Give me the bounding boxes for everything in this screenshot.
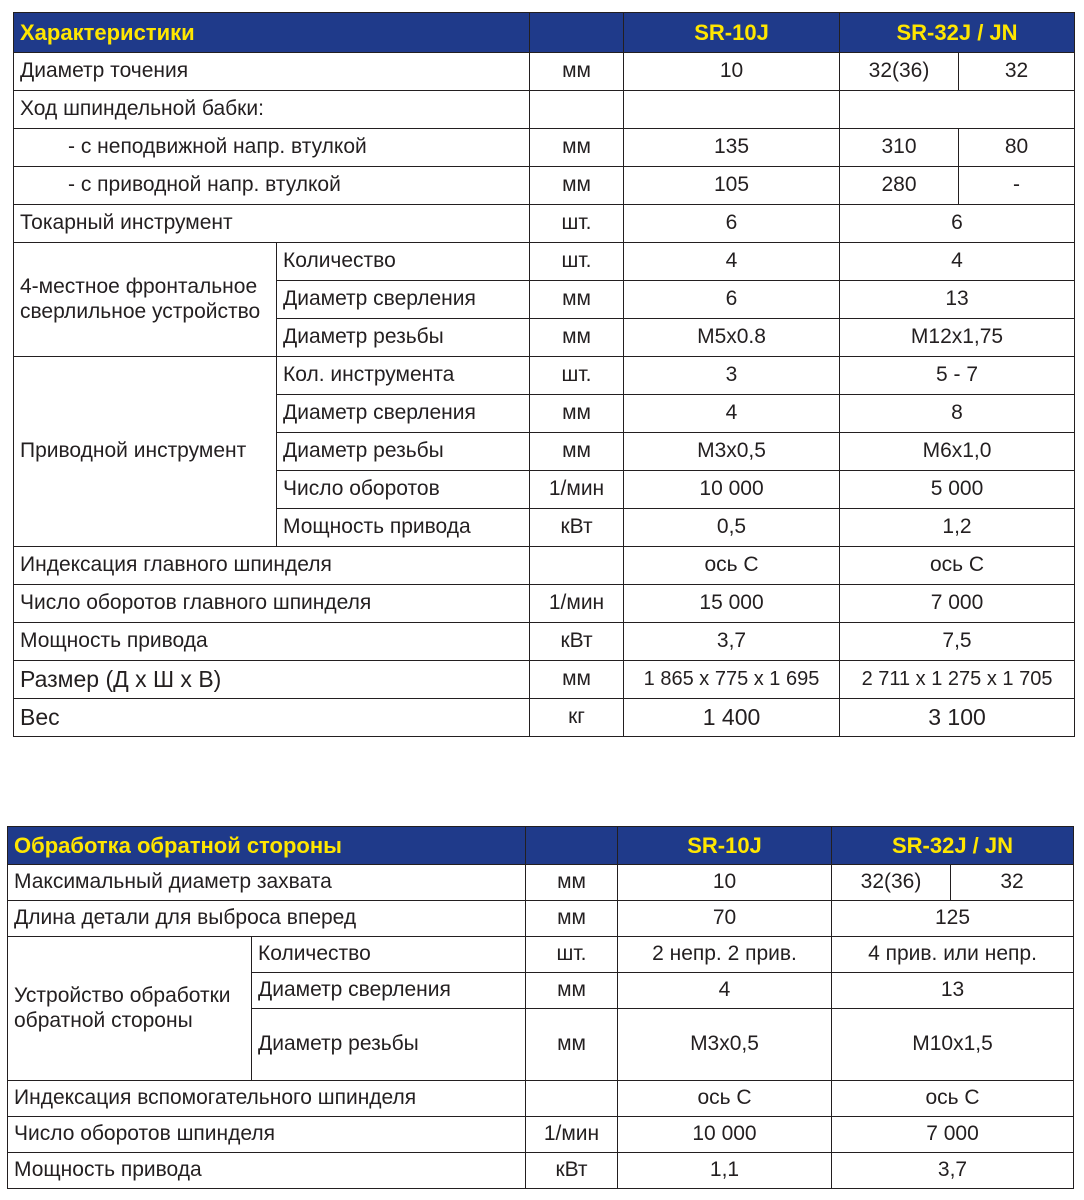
value-a: 10 000 xyxy=(624,471,840,509)
row-label: Мощность привода xyxy=(277,509,530,547)
row-unit: 1/мин xyxy=(530,585,624,623)
row-label: Ход шпиндельной бабки: xyxy=(14,91,530,129)
row-label: Количество xyxy=(277,243,530,281)
row-label: - с неподвижной напр. втулкой xyxy=(14,129,530,167)
value-b: 13 xyxy=(832,973,1074,1009)
table-row xyxy=(14,129,1075,167)
value-a: 10 xyxy=(618,865,832,901)
unit-header xyxy=(530,13,624,53)
row-label: Мощность привода xyxy=(8,1153,526,1189)
row-label: Диаметр сверления xyxy=(252,973,526,1009)
row-label: Диаметр резьбы xyxy=(252,1009,526,1081)
group-label: 4-местное фронтальное сверлильное устройство xyxy=(14,243,277,357)
row-unit: мм xyxy=(530,281,624,319)
value-b: ось С xyxy=(832,1081,1074,1117)
value-b2: - xyxy=(959,167,1075,205)
model-b-header: SR-32J / JN xyxy=(840,13,1075,53)
value-a: 1 400 xyxy=(624,699,840,737)
value-b: M12x1,75 xyxy=(840,319,1075,357)
row-label: Диаметр сверления xyxy=(277,395,530,433)
value-b1: 310 xyxy=(840,129,959,167)
value-b: 1,2 xyxy=(840,509,1075,547)
table-row xyxy=(8,865,1074,901)
table-row xyxy=(14,53,1075,91)
value-b: 7,5 xyxy=(840,623,1075,661)
row-unit: кВт xyxy=(526,1153,618,1189)
row-label: Количество xyxy=(252,937,526,973)
row-label: Максимальный диаметр захвата xyxy=(8,865,526,901)
back-header-row xyxy=(8,827,1074,865)
row-unit: кВт xyxy=(530,509,624,547)
value-b: 13 xyxy=(840,281,1075,319)
row-unit: мм xyxy=(530,129,624,167)
unit-header xyxy=(526,827,618,865)
value-a: 15 000 xyxy=(624,585,840,623)
row-unit: мм xyxy=(530,395,624,433)
row-label: Токарный инструмент xyxy=(14,205,530,243)
row-unit: мм xyxy=(530,319,624,357)
value-a xyxy=(624,91,840,129)
row-unit: мм xyxy=(526,901,618,937)
value-b2: 32 xyxy=(959,53,1075,91)
value-a: 4 xyxy=(618,973,832,1009)
value-b: ось С xyxy=(840,547,1075,585)
table-row xyxy=(8,1153,1074,1189)
table-row xyxy=(14,91,1075,129)
back-title: Обработка обратной стороны xyxy=(8,827,526,865)
row-label: Размер (Д х Ш х В) xyxy=(14,661,530,699)
table-row xyxy=(8,1081,1074,1117)
value-a: 6 xyxy=(624,205,840,243)
row-label: Индексация вспомогательного шпинделя xyxy=(8,1081,526,1117)
row-unit: 1/мин xyxy=(530,471,624,509)
value-b: 4 прив. или непр. xyxy=(832,937,1074,973)
value-b: 5 - 7 xyxy=(840,357,1075,395)
row-unit: мм xyxy=(530,167,624,205)
table-row xyxy=(8,937,1074,973)
value-a: ось С xyxy=(618,1081,832,1117)
value-b2: 80 xyxy=(959,129,1075,167)
value-b1: 280 xyxy=(840,167,959,205)
row-label: Число оборотов шпинделя xyxy=(8,1117,526,1153)
specs-header-row xyxy=(14,13,1075,53)
table-row xyxy=(14,357,1075,395)
table-row xyxy=(8,1117,1074,1153)
value-b: 3 100 xyxy=(840,699,1075,737)
group-label: Устройство обработки обратной стороны xyxy=(8,937,252,1081)
row-unit: шт. xyxy=(530,205,624,243)
row-label: Диаметр сверления xyxy=(277,281,530,319)
value-b: 7 000 xyxy=(840,585,1075,623)
row-unit xyxy=(530,91,624,129)
row-unit: мм xyxy=(530,53,624,91)
row-label: Диаметр точения xyxy=(14,53,530,91)
table-row xyxy=(14,623,1075,661)
table-row xyxy=(14,205,1075,243)
value-a: 4 xyxy=(624,395,840,433)
value-b xyxy=(840,91,1075,129)
row-label: Диаметр резьбы xyxy=(277,433,530,471)
model-b-header: SR-32J / JN xyxy=(832,827,1074,865)
value-b: 6 xyxy=(840,205,1075,243)
value-a: 6 xyxy=(624,281,840,319)
row-unit: кВт xyxy=(530,623,624,661)
row-label: Число оборотов xyxy=(277,471,530,509)
value-b1: 32(36) xyxy=(840,53,959,91)
row-label: Вес xyxy=(14,699,530,737)
value-b2: 32 xyxy=(951,865,1074,901)
value-b: 125 xyxy=(832,901,1074,937)
value-a: 70 xyxy=(618,901,832,937)
row-unit: мм xyxy=(526,1009,618,1081)
value-a: 1 865 x 775 x 1 695 xyxy=(624,661,840,699)
value-b: M6x1,0 xyxy=(840,433,1075,471)
value-a: 3,7 xyxy=(624,623,840,661)
value-a: 105 xyxy=(624,167,840,205)
table-row xyxy=(14,661,1075,699)
value-b: 5 000 xyxy=(840,471,1075,509)
value-a: ось С xyxy=(624,547,840,585)
value-b: 7 000 xyxy=(832,1117,1074,1153)
value-b: 2 711 x 1 275 x 1 705 xyxy=(840,661,1075,699)
value-a: 1,1 xyxy=(618,1153,832,1189)
model-a-header: SR-10J xyxy=(618,827,832,865)
value-a: 0,5 xyxy=(624,509,840,547)
table-row xyxy=(14,243,1075,281)
row-unit: мм xyxy=(530,661,624,699)
row-label: Индексация главного шпинделя xyxy=(14,547,530,585)
row-unit: шт. xyxy=(526,937,618,973)
row-label: - с приводной напр. втулкой xyxy=(14,167,530,205)
table-row xyxy=(14,167,1075,205)
row-unit: шт. xyxy=(530,243,624,281)
specs-title: Характеристики xyxy=(14,13,530,53)
row-label: Число оборотов главного шпинделя xyxy=(14,585,530,623)
specs-table xyxy=(13,12,1075,737)
model-a-header: SR-10J xyxy=(624,13,840,53)
table-row xyxy=(8,901,1074,937)
value-b: 4 xyxy=(840,243,1075,281)
value-a: 2 непр. 2 прив. xyxy=(618,937,832,973)
row-label: Длина детали для выброса вперед xyxy=(8,901,526,937)
value-b: M10x1,5 xyxy=(832,1009,1074,1081)
back-processing-table xyxy=(7,826,1074,1189)
row-unit: мм xyxy=(526,973,618,1009)
value-a: M5x0.8 xyxy=(624,319,840,357)
row-unit: шт. xyxy=(530,357,624,395)
value-a: 135 xyxy=(624,129,840,167)
row-unit: 1/мин xyxy=(526,1117,618,1153)
row-unit: мм xyxy=(530,433,624,471)
table-row xyxy=(14,585,1075,623)
value-a: 10 000 xyxy=(618,1117,832,1153)
row-label: Диаметр резьбы xyxy=(277,319,530,357)
table-row xyxy=(14,547,1075,585)
value-b: 8 xyxy=(840,395,1075,433)
value-b: 3,7 xyxy=(832,1153,1074,1189)
row-unit xyxy=(526,1081,618,1117)
value-a: 4 xyxy=(624,243,840,281)
value-a: 3 xyxy=(624,357,840,395)
row-unit xyxy=(530,547,624,585)
row-label: Мощность привода xyxy=(14,623,530,661)
value-b1: 32(36) xyxy=(832,865,951,901)
value-a: M3x0,5 xyxy=(624,433,840,471)
value-a: M3x0,5 xyxy=(618,1009,832,1081)
value-a: 10 xyxy=(624,53,840,91)
row-unit: кг xyxy=(530,699,624,737)
table-row xyxy=(14,699,1075,737)
row-unit: мм xyxy=(526,865,618,901)
row-label: Кол. инструмента xyxy=(277,357,530,395)
group-label: Приводной инструмент xyxy=(14,357,277,547)
